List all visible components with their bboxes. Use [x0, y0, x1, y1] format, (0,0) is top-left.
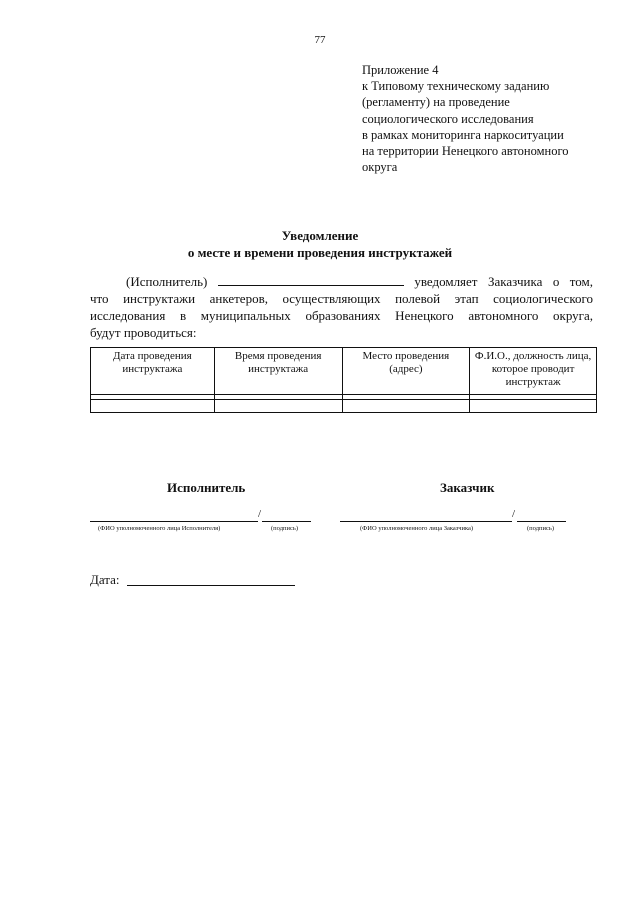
executor-name-blank[interactable]	[218, 274, 404, 286]
table-cell[interactable]	[91, 400, 215, 413]
appendix-line: Приложение 4	[362, 63, 439, 77]
body-line-4: будут проводиться:	[90, 325, 197, 340]
customer-signature-title: Заказчик	[440, 480, 495, 495]
date-label: Дата:	[90, 572, 120, 587]
appendix-line: к Типовому техническому заданию	[362, 79, 550, 94]
customer-fio-line[interactable]	[340, 521, 512, 522]
executor-sign-line[interactable]	[262, 521, 311, 522]
executor-sign-caption: (подпись)	[271, 525, 298, 532]
appendix-line: в рамках мониторинга наркоситуации	[362, 127, 564, 142]
notice-body	[90, 273, 593, 341]
appendix-line: на территории Ненецкого автономного	[362, 144, 569, 159]
appendix-line: социологического исследования	[362, 111, 534, 126]
header-place: Место проведения (адрес)	[342, 348, 470, 395]
title-line: Уведомление	[281, 228, 359, 243]
table-row	[91, 400, 597, 413]
body-line-1	[90, 273, 593, 290]
date-field-line[interactable]	[127, 585, 295, 586]
appendix-line: (регламенту) на проведение	[362, 95, 510, 110]
customer-fio-caption: (ФИО уполномоченного лица Заказчика)	[360, 525, 474, 532]
table-cell[interactable]	[214, 400, 342, 413]
customer-sign-caption: (подпись)	[527, 525, 554, 532]
table-cell[interactable]	[342, 400, 470, 413]
appendix-line: округа	[362, 160, 398, 175]
table-header-row	[91, 348, 597, 395]
executor-fio-line[interactable]	[90, 521, 258, 522]
notifies-text: уведомляет Заказчика о том,	[414, 274, 594, 289]
briefing-schedule-table	[90, 347, 597, 413]
customer-sign-line[interactable]	[517, 521, 566, 522]
document-title	[0, 227, 640, 261]
executor-label: (Исполнитель)	[126, 274, 208, 289]
appendix-header	[362, 62, 569, 175]
body-line-3: исследования в муниципальных образованиях Ненецкого автономного округа,	[90, 308, 593, 323]
executor-signature-title: Исполнитель	[167, 480, 246, 495]
title-subline: о месте и времени проведения инструктажей	[187, 245, 453, 260]
header-time: Время проведения инструктажа	[214, 348, 342, 395]
page-number: 77	[314, 34, 326, 46]
header-date: Дата проведения инструктажа	[91, 348, 215, 395]
table-cell[interactable]	[470, 400, 597, 413]
body-line-2: что инструктажи анкетеров, осуществляющих полевой этап социологического	[90, 291, 593, 306]
executor-fio-caption: (ФИО уполномоченного лица Исполнителя)	[98, 525, 221, 532]
header-person: Ф.И.О., должность лица, которое проводит инструктаж	[470, 348, 597, 395]
customer-slash: /	[512, 508, 516, 520]
executor-slash: /	[258, 508, 262, 520]
